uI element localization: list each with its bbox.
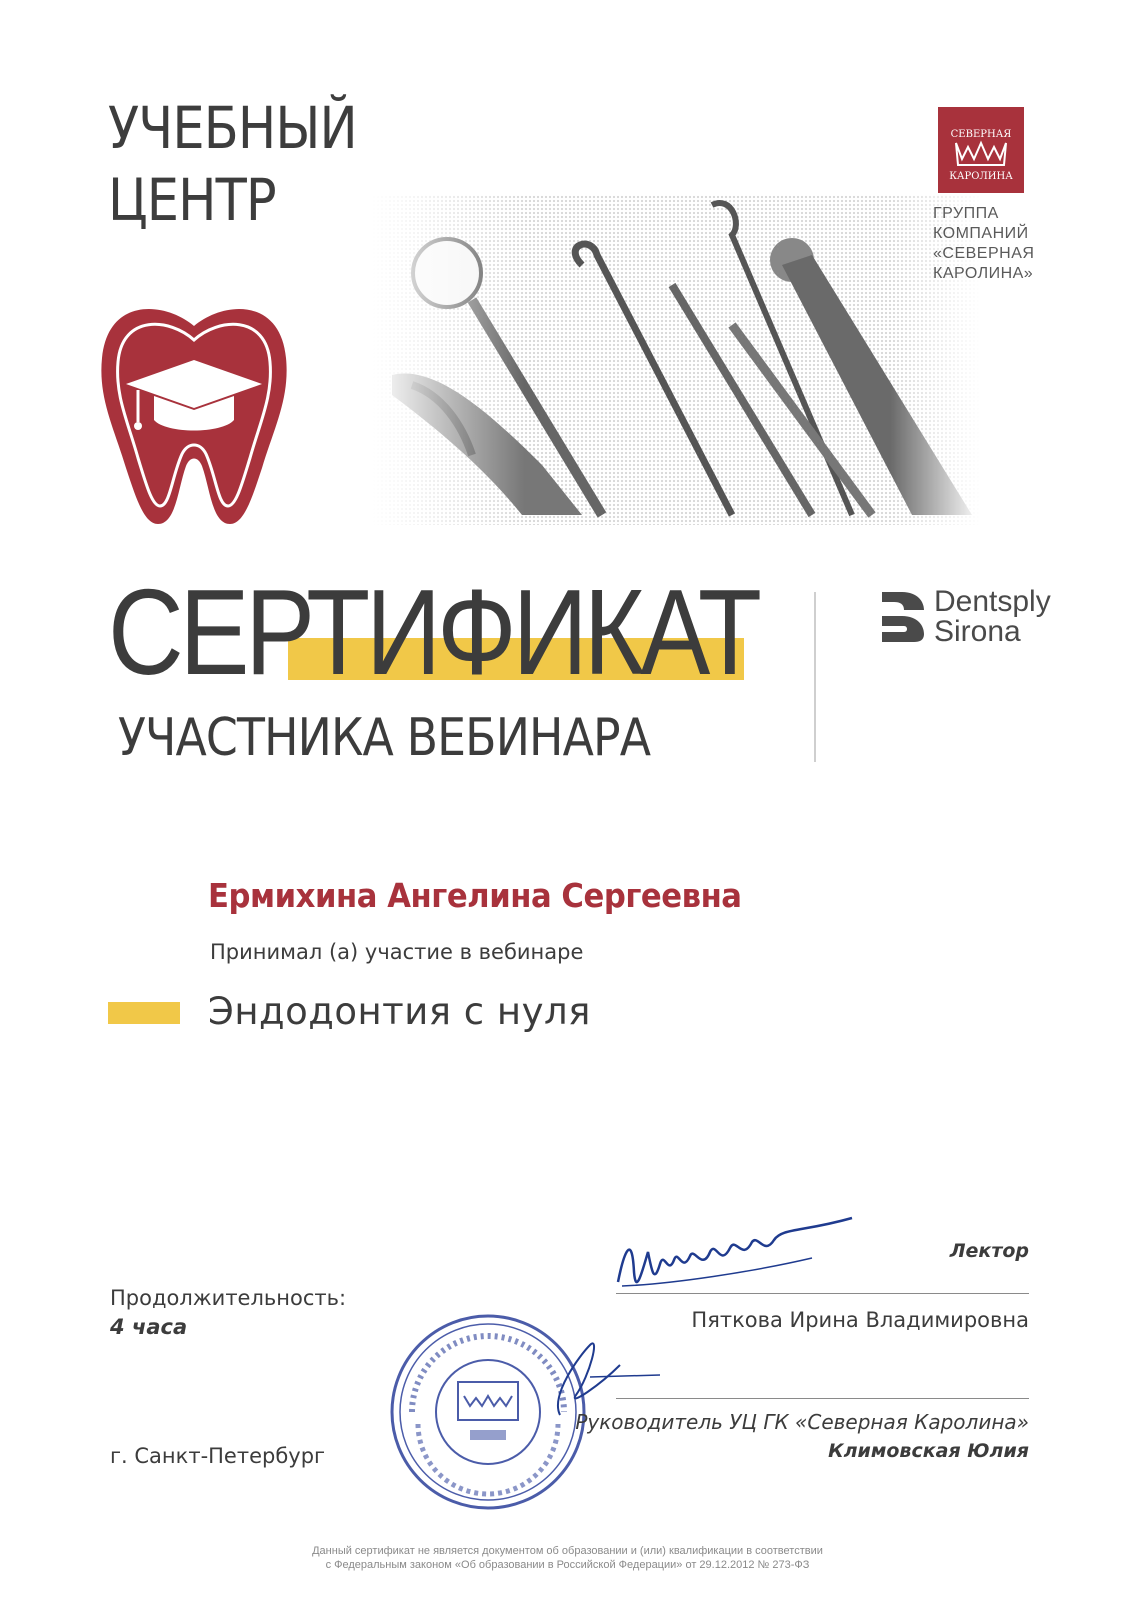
group-companies-caption — [933, 204, 1034, 284]
lector-signature — [612, 1212, 862, 1312]
training-center-title — [108, 92, 357, 236]
svg-text:СЕВЕРНАЯ: СЕВЕРНАЯ — [950, 129, 1012, 140]
city: г. Санкт-Петербург — [110, 1444, 326, 1468]
certificate-subtitle: УЧАСТНИКА ВЕБИНАРА — [118, 708, 651, 768]
tooth-graduation-logo — [96, 298, 292, 528]
divider — [814, 592, 816, 762]
legal-disclaimer — [0, 1544, 1135, 1572]
severnaya-karolina-logo — [938, 107, 1024, 193]
dental-instruments-image — [372, 195, 982, 525]
svg-text:КАРОЛИНА: КАРОЛИНА — [949, 171, 1013, 182]
duration-value: 4 часа — [110, 1315, 188, 1339]
training-center-line2: ЦЕНТР — [108, 166, 276, 234]
dentsply-sirona-logo-icon — [878, 588, 928, 646]
head-role: Руководитель УЦ ГК «Северная Каролина» — [575, 1410, 1029, 1434]
partner-logo-text — [934, 587, 1051, 647]
participation-text: Принимал (а) участие в вебинаре — [210, 940, 584, 964]
certificate-title: СЕРТИФИКАТ — [108, 564, 758, 700]
training-center-line1: УЧЕБНЫЙ — [108, 94, 357, 162]
crown-icon — [938, 107, 1024, 193]
head-signature-line — [616, 1398, 1029, 1399]
lector-signature-line — [616, 1293, 1029, 1294]
partner-line2: Sirona — [934, 615, 1021, 648]
disclaimer-line2: с Федеральным законом «Об образовании в Российской Федерации» от 29.12.2012 № 273-ФЗ — [325, 1559, 810, 1571]
partner-line1: Dentsply — [934, 585, 1051, 618]
webinar-title: Эндодонтия с нуля — [208, 990, 591, 1033]
participant-name: Ермихина Ангелина Сергеевна — [208, 876, 742, 915]
lector-role: Лектор — [949, 1240, 1029, 1262]
lector-name: Пяткова Ирина Владимировна — [691, 1308, 1029, 1332]
group-line3: «СЕВЕРНАЯ — [933, 245, 1035, 262]
group-line2: КОМПАНИЙ — [933, 225, 1029, 242]
webinar-marker — [108, 1002, 180, 1024]
duration-label: Продолжительность: — [110, 1286, 347, 1310]
group-line4: КАРОЛИНА» — [933, 265, 1034, 282]
head-name: Климовская Юлия — [828, 1440, 1029, 1462]
disclaimer-line1: Данный сертификат не является документом об образовании и (или) квалификации в соответствии — [312, 1545, 823, 1557]
group-line1: ГРУППА — [933, 205, 999, 222]
